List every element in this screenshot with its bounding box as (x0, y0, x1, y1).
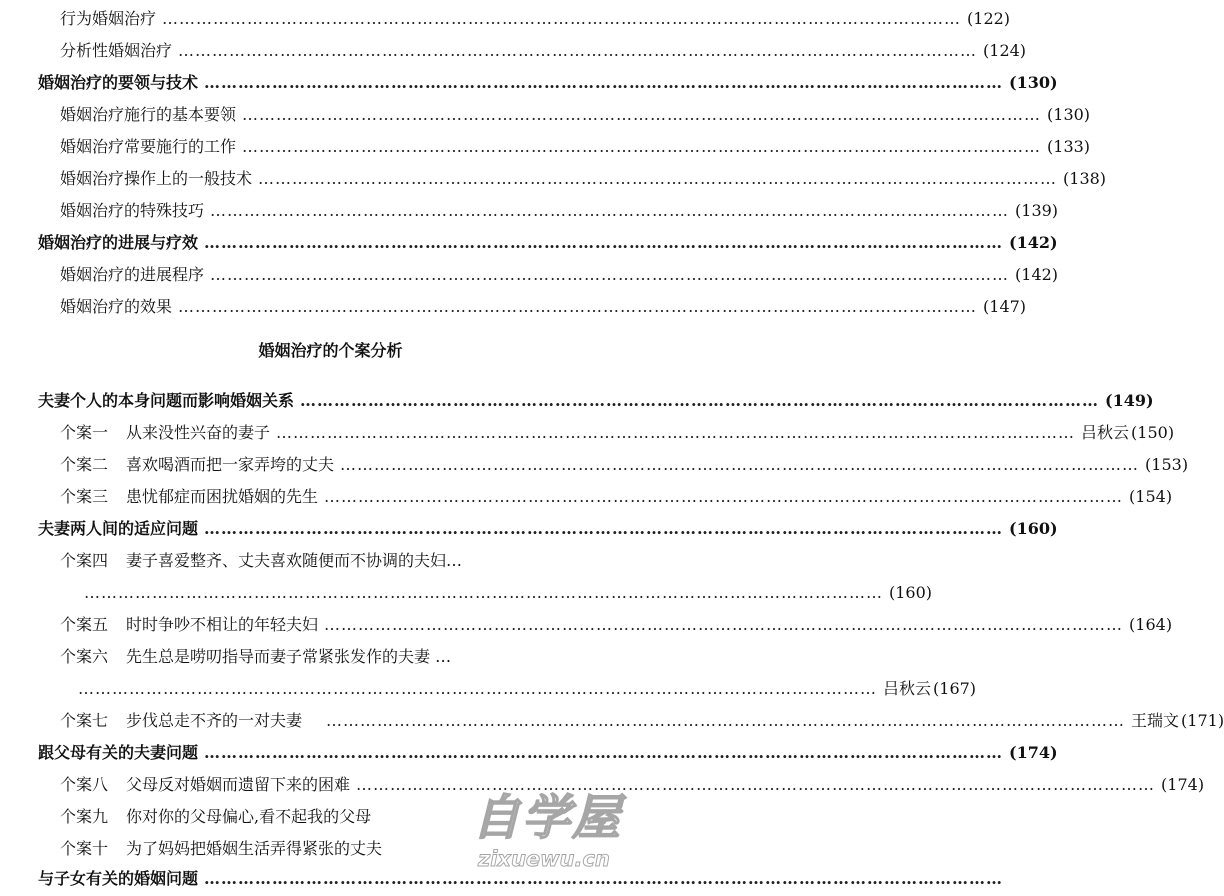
case-number: 个案六 (60, 647, 109, 666)
case-number: 个案八 (60, 775, 109, 794)
case-title: 先生总是唠叨指导而妻子常紧张发作的夫妻 … (126, 647, 452, 666)
case-title: 患忧郁症而困扰婚姻的先生 (126, 487, 319, 506)
toc-entry-label (60, 834, 382, 864)
toc-case-entry (60, 418, 1175, 448)
section-title: 婚姻治疗的个案分析 (258, 341, 403, 360)
toc-leader: …………………………………………………………………………………………………………………………… (204, 73, 1004, 92)
toc-entry-label: 婚姻治疗操作上的一般技术 (60, 169, 253, 188)
case-author: 吕秋云 (883, 679, 932, 698)
watermark-logo: 自学屋 (472, 790, 623, 846)
toc-entry (60, 164, 1107, 194)
toc-entry-label (60, 706, 302, 736)
toc-entry-label (60, 450, 334, 480)
toc-entry-label: 婚姻治疗常要施行的工作 (60, 137, 237, 156)
toc-entry (60, 100, 1091, 130)
toc-leader: …………………………………………………………………………………………………………………………… (242, 137, 1042, 156)
toc-leader: …………………………………………………………………………………………………………………………… (204, 869, 1004, 888)
toc-entry (60, 292, 1027, 322)
toc-entry-label (60, 546, 462, 576)
toc-entry-label (60, 770, 350, 800)
toc-page-number: (171) (1181, 711, 1224, 730)
toc-entry-label (60, 610, 318, 640)
case-author: 吕秋云 (1081, 423, 1130, 442)
toc-leader: …………………………………………………………………………………………………………………………… (178, 41, 978, 60)
case-title: 父母反对婚姻而遗留下来的困难 (126, 775, 351, 794)
toc-page-number: (142) (1015, 265, 1059, 284)
toc-chapter-entry (38, 228, 1058, 258)
toc-chapter-entry (38, 386, 1154, 416)
toc-page-number: (154) (1129, 487, 1173, 506)
toc-leader: …………………………………………………………………………………………………………………………… (242, 105, 1042, 124)
watermark (472, 790, 657, 890)
case-title: 步伐总走不齐的一对夫妻 (126, 711, 303, 730)
toc-page-number: (142) (1009, 233, 1058, 252)
toc-entry-label: 婚姻治疗的进展程序 (60, 265, 205, 284)
toc-case-entry (60, 546, 593, 576)
toc-page-number: (164) (1129, 615, 1173, 634)
toc-leader: …………………………………………………………………………………………………………………………… (324, 487, 1124, 506)
toc-page-number: (147) (983, 297, 1027, 316)
toc-entry-label: 婚姻治疗施行的基本要领 (60, 105, 237, 124)
case-number: 个案三 (60, 487, 109, 506)
toc-page-number: (153) (1145, 455, 1189, 474)
toc-entry-label: 行为婚姻治疗 (60, 9, 157, 28)
toc-page-number: (149) (1105, 391, 1154, 410)
case-number: 个案十 (60, 839, 109, 858)
toc-page-number: (174) (1161, 775, 1205, 794)
case-title: 喜欢喝酒而把一家弄垮的丈夫 (126, 455, 335, 474)
toc-leader: …………………………………………………………………………………………………………………………… (210, 201, 1010, 220)
toc-entry-label (60, 482, 318, 512)
toc-case-entry (60, 642, 593, 672)
toc-entry (60, 36, 1027, 66)
toc-entry-label: 婚姻治疗的效果 (60, 297, 173, 316)
case-number: 个案四 (60, 551, 109, 570)
watermark-url: zixuewu.cn (478, 847, 610, 871)
toc-leader: …………………………………………………………………………………………………………………………… (340, 455, 1140, 474)
case-title: 妻子喜爱整齐、丈夫喜欢随便而不协调的夫妇… (126, 551, 463, 570)
toc-leader: …………………………………………………………………………………………………………………………… (276, 423, 1076, 442)
toc-entry (60, 132, 1091, 162)
toc-page-number: (150) (1131, 423, 1175, 442)
case-title: 时时争吵不相让的年轻夫妇 (126, 615, 319, 634)
toc-chapter-entry (38, 738, 1058, 768)
case-title: 为了妈妈把婚姻生活弄得紧张的丈夫 (126, 839, 383, 858)
case-title: 你对你的父母偏心,看不起我的父母 (126, 807, 372, 826)
case-number: 个案九 (60, 807, 109, 826)
toc-entry-label: 分析性婚姻治疗 (60, 41, 173, 60)
toc-chapter-entry (38, 68, 1058, 98)
toc-continuation-line (84, 578, 933, 608)
toc-leader: …………………………………………………………………………………………………………………………… (178, 297, 978, 316)
toc-entry (60, 260, 1059, 290)
case-title: 从来没性兴奋的妻子 (126, 423, 271, 442)
toc-leader: …………………………………………………………………………………………………………………………… (78, 679, 877, 698)
toc-case-entry (60, 706, 1224, 736)
toc-chapter-entry (38, 514, 1058, 544)
toc-page-number: (160) (889, 583, 933, 602)
toc-leader: …………………………………………………………………………………………………………………………… (324, 615, 1124, 634)
toc-case-entry (60, 450, 1189, 480)
toc-page-number: (174) (1009, 743, 1058, 762)
toc-page-number: (138) (1063, 169, 1107, 188)
toc-case-entry (60, 610, 1173, 640)
toc-entry-label: 夫妻个人的本身问题而影响婚姻关系 (38, 391, 295, 410)
case-number: 个案二 (60, 455, 109, 474)
toc-entry-label (60, 802, 371, 832)
toc-leader: …………………………………………………………………………………………………………………………… (204, 233, 1004, 252)
toc-page-number: (167) (933, 679, 977, 698)
toc-entry-label: 婚姻治疗的进展与疗效 (38, 233, 199, 252)
toc-leader: …………………………………………………………………………………………………………………………… (258, 169, 1058, 188)
toc-entry-label: 与子女有关的婚姻问题 (38, 869, 199, 888)
toc-leader: …………………………………………………………………………………………………………………………… (204, 519, 1004, 538)
toc-entry-label (60, 418, 270, 448)
toc-page-number: (133) (1047, 137, 1091, 156)
case-number: 个案五 (60, 615, 109, 634)
toc-leader: …………………………………………………………………………………………………………………………… (326, 711, 1126, 730)
toc-entry-label: 婚姻治疗的要领与技术 (38, 73, 199, 92)
toc-entry-label: 夫妻两人间的适应问题 (38, 519, 199, 538)
toc-entry (60, 196, 1059, 226)
case-author: 王瑞文 (1131, 711, 1180, 730)
toc-leader: …………………………………………………………………………………………………………………………… (300, 391, 1100, 410)
toc-leader: …………………………………………………………………………………………………………………………… (356, 775, 1156, 794)
toc-page-number: (160) (1009, 519, 1058, 538)
toc-page-number: (139) (1015, 201, 1059, 220)
case-number: 个案一 (60, 423, 109, 442)
toc-leader: …………………………………………………………………………………………………………………………… (204, 743, 1004, 762)
toc-continuation-line (78, 674, 977, 704)
toc-entry (60, 4, 1011, 34)
toc-leader: …………………………………………………………………………………………………………………………… (210, 265, 1010, 284)
toc-leader: …………………………………………………………………………………………………………………………… (84, 583, 883, 602)
toc-page-number: (130) (1047, 105, 1091, 124)
toc-entry-label (60, 642, 451, 672)
toc-page-number: (130) (1009, 73, 1058, 92)
toc-page-number: (124) (983, 41, 1027, 60)
toc-entry-label: 婚姻治疗的特殊技巧 (60, 201, 205, 220)
toc-case-entry (60, 482, 1173, 512)
toc-leader: …………………………………………………………………………………………………………………………… (162, 9, 962, 28)
toc-chapter-entry (38, 864, 1004, 894)
case-number: 个案七 (60, 711, 109, 730)
toc-entry-label: 跟父母有关的夫妻问题 (38, 743, 199, 762)
toc-page-number: (122) (967, 9, 1011, 28)
